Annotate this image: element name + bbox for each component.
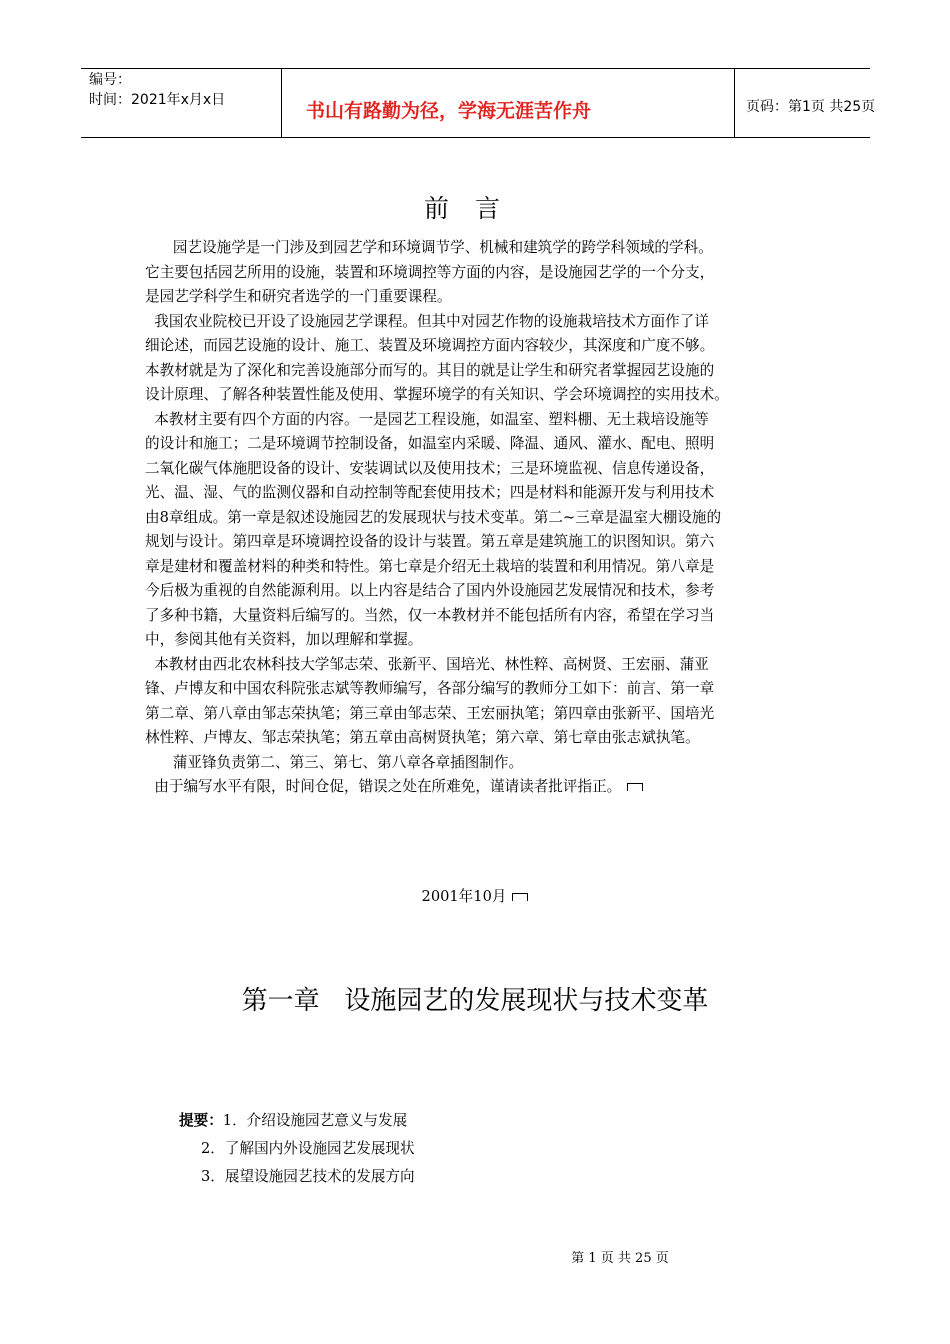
preface-line: 由8章组成。第一章是叙述设施园艺的发展现状与技术变革。第二~三章是温室大棚设施的: [145, 508, 722, 526]
preface-line: 规划与设计。第四章是环境调控设备的设计与装置。第五章是建筑施工的识图知识。第六: [145, 533, 715, 550]
preface-line: 是园艺学科学生和研究者选学的一门重要课程。: [145, 288, 452, 305]
paragraph-mark-icon: [512, 893, 528, 901]
chapter-title: 第一章 设施园艺的发展现状与技术变革: [241, 986, 709, 1016]
preface-body: [145, 236, 810, 800]
header-page-info: 页码：第1页 共25页: [746, 99, 876, 115]
preface-line: 章是建材和覆盖材料的种类和特性。第七章是介绍无土栽培的装置和利用情况。第八章是: [145, 557, 715, 575]
summary-row: [179, 1135, 415, 1163]
summary-row: [179, 1107, 415, 1135]
preface-line: 中，参阅其他有关资料，加以理解和掌握。: [145, 631, 423, 648]
preface-line: 细论述，而园艺设施的设计、施工、装置及环境调控方面内容较少，其深度和广度不够。: [145, 337, 715, 354]
preface-line: 我国农业院校已开设了设施园艺学课程。但其中对园艺作物的设施栽培技术方面作了详: [145, 312, 709, 330]
summary-label: 提要：: [179, 1112, 223, 1129]
preface-line: 设计原理、了解各种装置性能及使用、掌握环境学的有关知识、学会环境调控的实用技术。: [145, 386, 729, 403]
preface-date: 2001年10月: [421, 888, 507, 905]
summary-row: [179, 1163, 415, 1191]
preface-line: 本教材由西北农林科技大学邹志荣、张新平、国培光、林性粹、高树贤、王宏丽、蒲亚: [145, 655, 709, 673]
header-left-cell: [81, 69, 281, 137]
page-footer: 第 1 页 共 25 页: [571, 1251, 669, 1266]
preface-line: 本教材主要有四个方面的内容。一是园艺工程设施，如温室、塑料棚、无土栽培设施等: [145, 410, 709, 428]
slogan: 书山有路勤为径，学海无涯苦作舟: [306, 100, 592, 122]
summary-item: 1．介绍设施园艺意义与发展: [222, 1112, 408, 1129]
preface-line: 本教材就是为了深化和完善设施部分而写的。其目的就是让学生和研究者掌握园艺设施的: [145, 361, 715, 379]
chapter-summary: [179, 1107, 415, 1191]
preface-line: 今后极为重视的自然能源利用。以上内容是结合了国内外设施园艺发展情况和技术，参考: [145, 582, 715, 599]
preface-line: 光、温、湿、气的监测仪器和自动控制等配套使用技术；四是材料和能源开发与利用技术: [145, 484, 715, 501]
preface-line: 蒲亚锋负责第二、第三、第七、第八章各章插图制作。: [145, 753, 524, 771]
preface-line: 锋、卢博友和中国农科院张志斌等教师编写，各部分编写的教师分工如下：前言、第一章: [145, 680, 715, 697]
preface-line: 园艺设施学是一门涉及到园艺学和环境调节学、机械和建筑学的跨学科领域的学科。: [145, 239, 713, 256]
number-label: 编号：: [89, 72, 131, 88]
preface-last-line: [145, 775, 810, 800]
summary-item: 3．展望设施园艺技术的发展方向: [201, 1168, 415, 1185]
preface-line: 林性粹、卢博友、邹志荣执笔；第五章由高树贤执笔；第六章、第七章由张志斌执笔。: [145, 729, 700, 746]
preface-line: 第二章、第八章由邹志荣执笔；第三章由邹志荣、王宏丽执笔；第四章由张新平、国培光: [145, 704, 715, 722]
page-header: [81, 68, 876, 138]
header-center-cell: [281, 69, 735, 137]
header-right-cell: [734, 69, 876, 137]
preface-line: 由于编写水平有限，时间仓促，错误之处在所难免，谨请读者批评指正。: [145, 778, 622, 795]
paragraph-mark-icon: [627, 783, 643, 791]
preface-line: 它主要包括园艺所用的设施，装置和环境调控等方面的内容，是设施园艺学的一个分支，: [145, 263, 715, 281]
preface-line: 了多种书籍，大量资料后编写的。当然，仅一本教材并不能包括所有内容，希望在学习当: [145, 606, 715, 624]
preface-date-row: [0, 885, 950, 906]
date-label: 时间：2021年x月x日: [89, 92, 226, 108]
preface-line: 的设计和施工；二是环境调节控制设备，如温室内采暖、降温、通风、灌水、配电、照明: [145, 435, 715, 452]
summary-item: 2．了解国内外设施园艺发展现状: [201, 1140, 415, 1157]
preface-line: 二氧化碳气体施肥设备的设计、安装调试以及使用技术；三是环境监视、信息传递设备，: [145, 459, 715, 477]
preface-title: 前言: [423, 194, 526, 223]
